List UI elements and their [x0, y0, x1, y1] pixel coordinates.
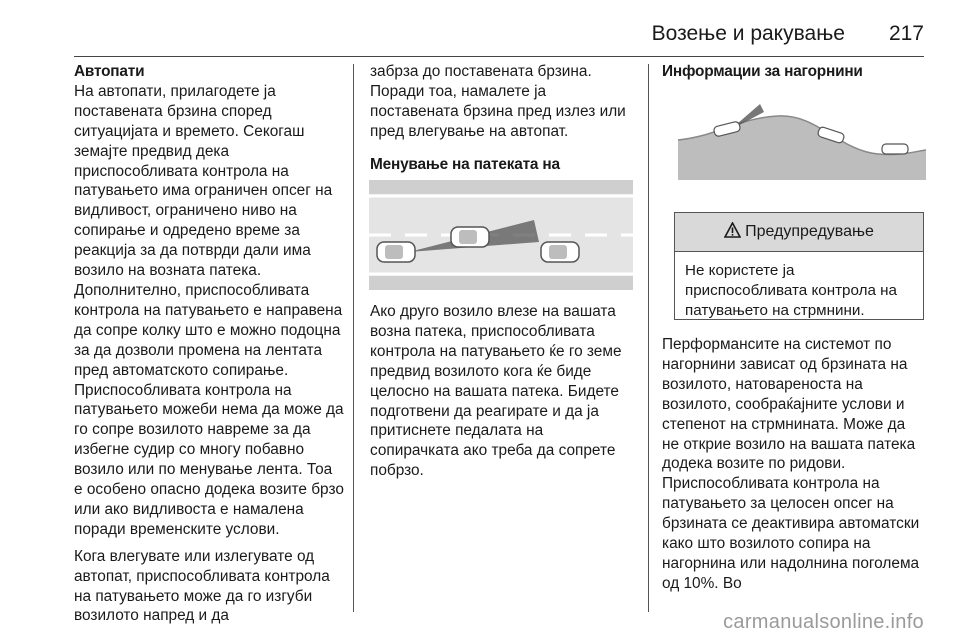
watermark: carmanualsonline.info [723, 611, 924, 633]
paragraph-accelerate: забрза до поставената брзина. Поради тоа, намалете ја поставената брзина пред излез или пред влегување на автопат. [370, 63, 626, 140]
header-divider [74, 56, 924, 57]
column-3 [662, 62, 926, 82]
section-heading-lane-change: Менување на патеката на [370, 155, 560, 173]
column-2-lower [370, 302, 633, 481]
column-divider-2 [648, 64, 649, 612]
section-heading-hills: Информации за нагорнини [662, 63, 863, 80]
lane-change-svg [369, 180, 633, 290]
warning-triangle-icon [724, 222, 741, 243]
warning-box [674, 212, 924, 320]
column-1 [74, 62, 344, 626]
column-3-lower [662, 335, 926, 594]
paragraph-lane-change: Ако друго возило влезе на вашата возна патека, приспособливата контрола на патувањето ќе го земе предвид возилото кога ќе биде целосно на вашата патека. Бидете подготвени да реагирате и да ја притиснете педалата на сопирачката ако треба да сопрете побрзо. [370, 303, 622, 480]
car-on-slope-icon [882, 144, 908, 154]
paragraph-entering-highway: Кога влегувате или излегувате од автопат, приспособливата контрола на патувањето може да го изгуби возилото напред и да [74, 547, 330, 625]
own-car-icon [377, 242, 415, 262]
warning-text: Не користете ја приспособливата контрола на патувањето на стрмнини. [685, 262, 897, 319]
section-heading-highways: Автопати [74, 63, 145, 80]
hill-illustration [678, 100, 926, 180]
column-divider-1 [353, 64, 354, 612]
page-header [652, 22, 924, 46]
page-number: 217 [888, 22, 924, 45]
cutting-in-car-icon [451, 227, 489, 247]
warning-header [675, 213, 923, 252]
column-2 [370, 62, 633, 194]
front-car-icon [541, 242, 579, 262]
paragraph-hill-performance: Перформансите на системот по нагорнини зависат од брзината на возилото, натовареноста на возилото, сообраќајните услови и степенот на стрмнината. Може да не открие возило на вашата патека додека возите по ридови. Приспособливата контрола на патувањето за целосен опсег на брзината се деактивира автоматски како што возилото сопира на нагорнина или надолнина поголема од 10%. Во [662, 336, 920, 592]
warning-title: Предупредување [745, 223, 874, 240]
paragraph-highways: На автопати, прилагодете ја поставената брзина според ситуацијата и времето. Секогаш земајте предвид дека приспособливата контрола на патувањето има ограничен опсег на видливост, ограничено ниво на сопирање и одредено време за реакција за да потврди дали има возило на возната патека. Дополнително, приспособливата контрола на патувањето е направена да сопре колку што е можно подоцна за да дозволи промена на лентата пред автоматското сопирање. Приспособливата контрола на патувањето можеби нема да може да го сопре возилото навреме за да избегне судир со многу побавно возило или по менување лента. Тоа е особено опасно додека возите брзо или ако видливоста е намалена поради временските услови. [74, 82, 344, 538]
lane-change-illustration [369, 180, 633, 290]
hill-svg [678, 100, 926, 180]
page-title: Возење и ракување [651, 22, 845, 45]
